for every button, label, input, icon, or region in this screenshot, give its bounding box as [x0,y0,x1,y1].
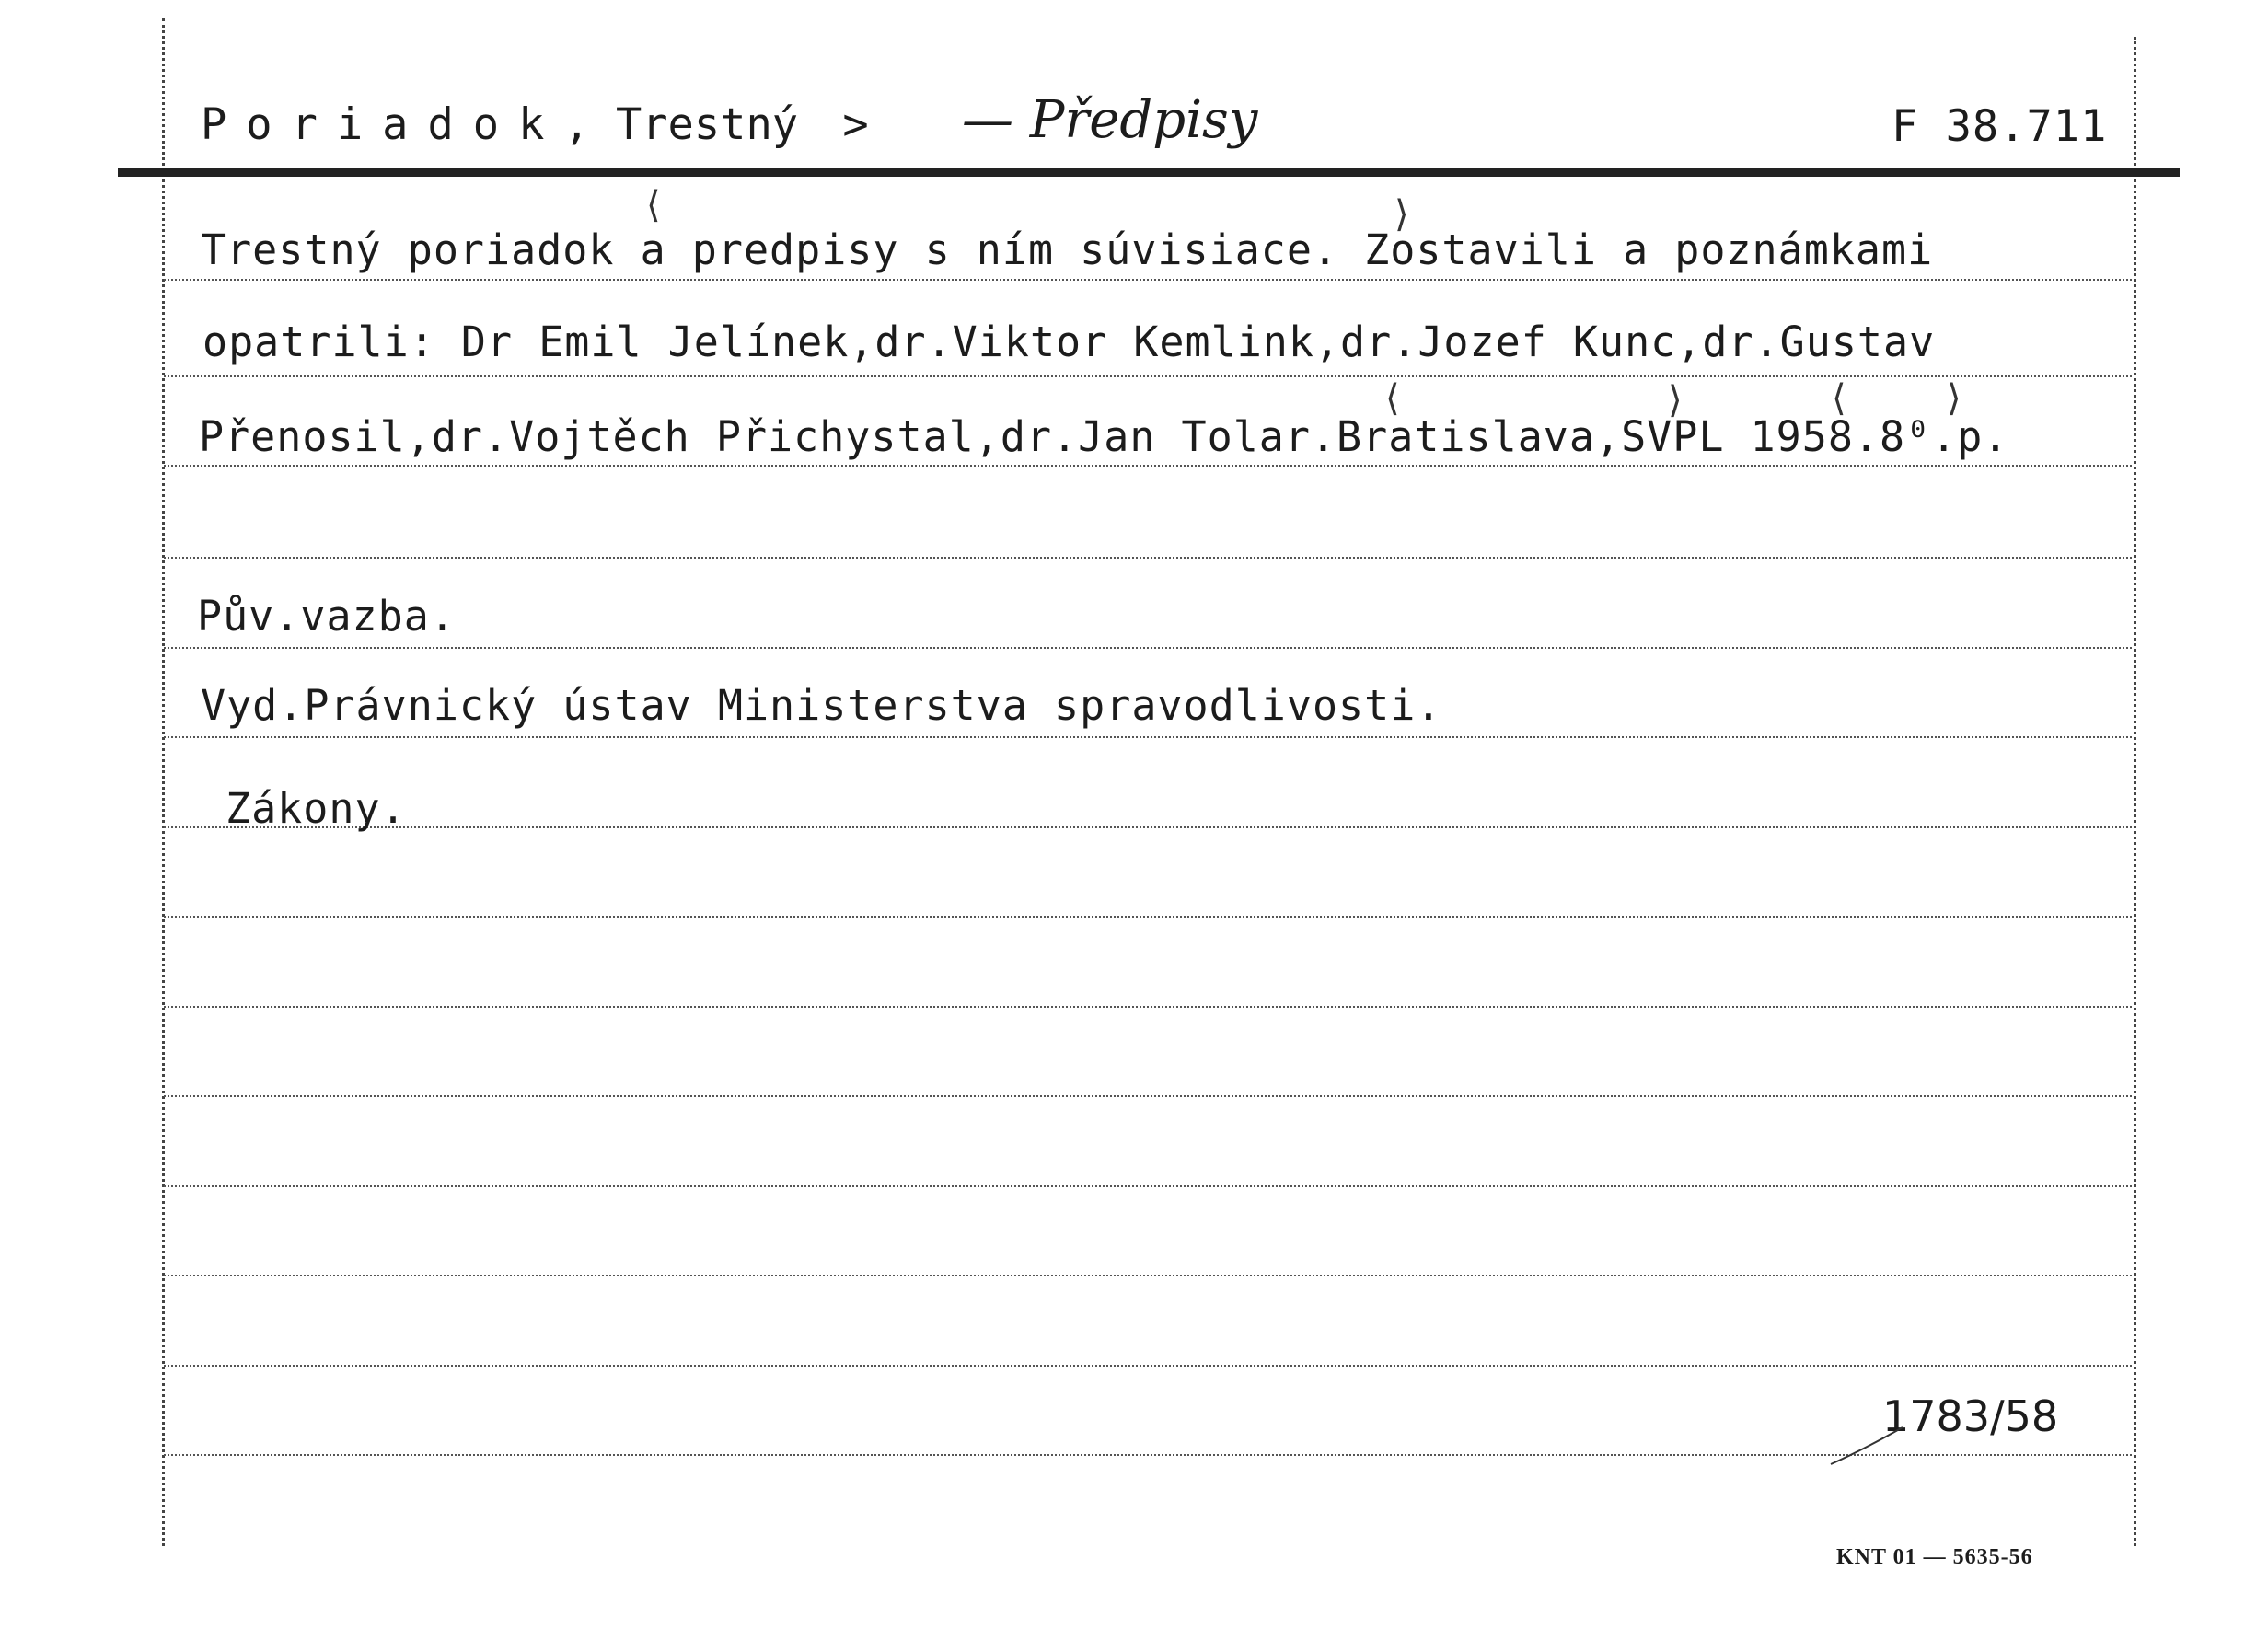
pencil-bracket-mark: ⟩ [1947,377,1961,420]
title-line-3: Přenosil,dr.Vojtěch Přichystal,dr.Jan Tolar.Bratislava,SVPL 1958.8⁰.p. [199,412,2009,461]
ruled-line [164,557,2132,559]
call-number: F 38.711 [1892,101,2108,152]
ruled-line [164,826,2132,828]
pencil-bracket-mark: ⟨ [646,184,661,226]
pencil-bracket-mark: ⟨ [1385,377,1400,420]
left-border [162,18,165,1546]
handwritten-subheading: — Předpisy [962,90,1258,150]
heading-suffix: > [842,99,869,150]
ruled-line [164,279,2132,281]
footer-code: KNT 01 — 5635-56 [1836,1545,2033,1569]
binding-note: Pův.vazba. [197,592,456,641]
subject-heading: Zákony. [226,784,407,833]
heading-word: Poriadok [201,99,564,150]
card-heading [201,99,869,150]
ruled-line [164,1365,2132,1367]
publisher-note: Vyd.Právnický ústav Ministerstva spravodlivosti. [201,681,1442,730]
right-border [2134,37,2136,1546]
ruled-line [164,1095,2132,1097]
ruled-line [164,647,2132,649]
pencil-bracket-mark: ⟩ [1394,193,1409,236]
ruled-line [164,736,2132,738]
ruled-line [164,1275,2132,1276]
title-line-2: opatrili: Dr Emil Jelínek,dr.Viktor Kemlink,dr.Jozef Kunc,dr.Gustav [202,318,1936,366]
accession-number: 1783/58 [1882,1391,2059,1441]
pencil-strike-mark [1827,1422,1910,1468]
pencil-bracket-mark: ⟨ [1832,377,1846,420]
ruled-line [164,916,2132,918]
ruled-line [164,1185,2132,1187]
ruled-line [164,465,2132,467]
title-line-1: Trestný poriadok a predpisy s ním súvisiace. Zostavili a poznámkami [201,225,1934,274]
heading-rest: , Trestný [563,99,799,150]
pencil-bracket-mark: ⟩ [1668,379,1683,421]
ruled-line [164,1006,2132,1008]
heading-rule [118,168,2180,177]
